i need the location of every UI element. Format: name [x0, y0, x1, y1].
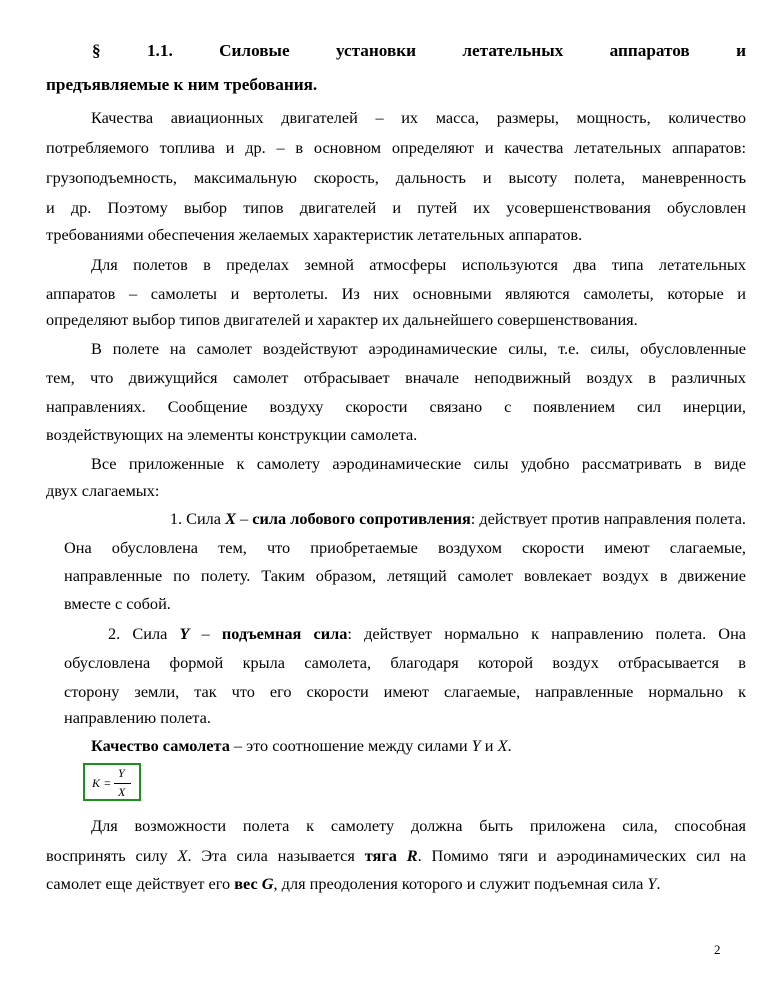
- paragraph-1-line-2: потребляемого топлива и др. – в основном определяют и качества летательных аппаратов:: [46, 138, 746, 157]
- formula-denominator: X: [118, 785, 126, 799]
- list-item-2-line-3: сторону земли, так что его скорости имеют слагаемые, направленные нормально к: [64, 682, 746, 701]
- paragraph-1-line-3: грузоподъемность, максимальную скорость, дальность и высоту полета, маневренность: [46, 168, 746, 187]
- paragraph-5-line-3: самолет еще действует его вес G, для преодоления которого и служит подъемная сила Y.: [46, 874, 661, 893]
- paragraph-3-line-1: В полете на самолет воздействуют аэродинамические силы, т.е. силы, обусловленные: [91, 339, 746, 358]
- quality-formula-box: [83, 763, 141, 801]
- formula-numerator: Y: [118, 766, 125, 780]
- paragraph-5-line-2: воспринять силу X. Эта сила называется тяга R. Помимо тяги и аэродинамических сил на: [46, 846, 746, 865]
- list-item-2-line-1: 2. Сила Y – подъемная сила: действует нормально к направлению полета. Она: [108, 624, 746, 643]
- paragraph-1-line-1: Качества авиационных двигателей – их масса, размеры, мощность, количество: [91, 108, 746, 127]
- section-heading-line-2: предъявляемые к ним требования.: [46, 75, 318, 94]
- list-item-1-line-2: Она обусловлена тем, что приобретаемые воздухом скорости имеют слагаемые,: [64, 538, 746, 557]
- formula-fraction-bar: [114, 783, 131, 784]
- paragraph-2-line-1: Для полетов в пределах земной атмосферы используются два типа летательных: [91, 255, 746, 274]
- list-item-2-line-2: обусловлена формой крыла самолета, благодаря которой воздух отбрасывается в: [64, 653, 746, 672]
- paragraph-4-line-1: Все приложенные к самолету аэродинамические силы удобно рассматривать в виде: [91, 454, 746, 473]
- list-item-2-line-4: направлению полета.: [64, 708, 211, 727]
- paragraph-2-line-2: аппаратов – самолеты и вертолеты. Из них основными являются самолеты, которые и: [46, 284, 746, 303]
- paragraph-3-line-2: тем, что движущийся самолет отбрасывает вначале неподвижный воздух в различных: [46, 368, 746, 387]
- list-item-1-line-3: направленные по полету. Таким образом, летящий самолет вовлекает воздух в движение: [64, 566, 746, 585]
- paragraph-2-line-3: определяют выбор типов двигателей и характер их дальнейшего совершенствования.: [46, 310, 638, 329]
- paragraph-1-line-5: требованиями обеспечения желаемых характеристик летательных аппаратов.: [46, 225, 583, 244]
- paragraph-3-line-3: направлениях. Сообщение воздуху скорости связано с появлением сил инерции,: [46, 397, 746, 416]
- paragraph-1-line-4: и др. Поэтому выбор типов двигателей и путей их усовершенствования обусловлен: [46, 198, 746, 217]
- quality-definition: Качество самолета – это соотношение между силами Y и X.: [91, 736, 512, 755]
- formula-k: K: [92, 776, 101, 790]
- page-number: 2: [714, 942, 721, 957]
- formula-equals: =: [104, 776, 111, 790]
- list-item-1-line-4: вместе с собой.: [64, 594, 171, 613]
- list-item-1-line-1: 1. Сила X – сила лобового сопротивления: действует против направления полета.: [169, 509, 746, 528]
- paragraph-3-line-4: воздействующих на элементы конструкции самолета.: [46, 425, 418, 444]
- paragraph-5-line-1: Для возможности полета к самолету должна быть приложена сила, способная: [91, 816, 746, 835]
- section-heading-line-1: § 1.1. Силовые установки летательных аппаратов и: [92, 41, 746, 60]
- paragraph-4-line-2: двух слагаемых:: [46, 481, 160, 500]
